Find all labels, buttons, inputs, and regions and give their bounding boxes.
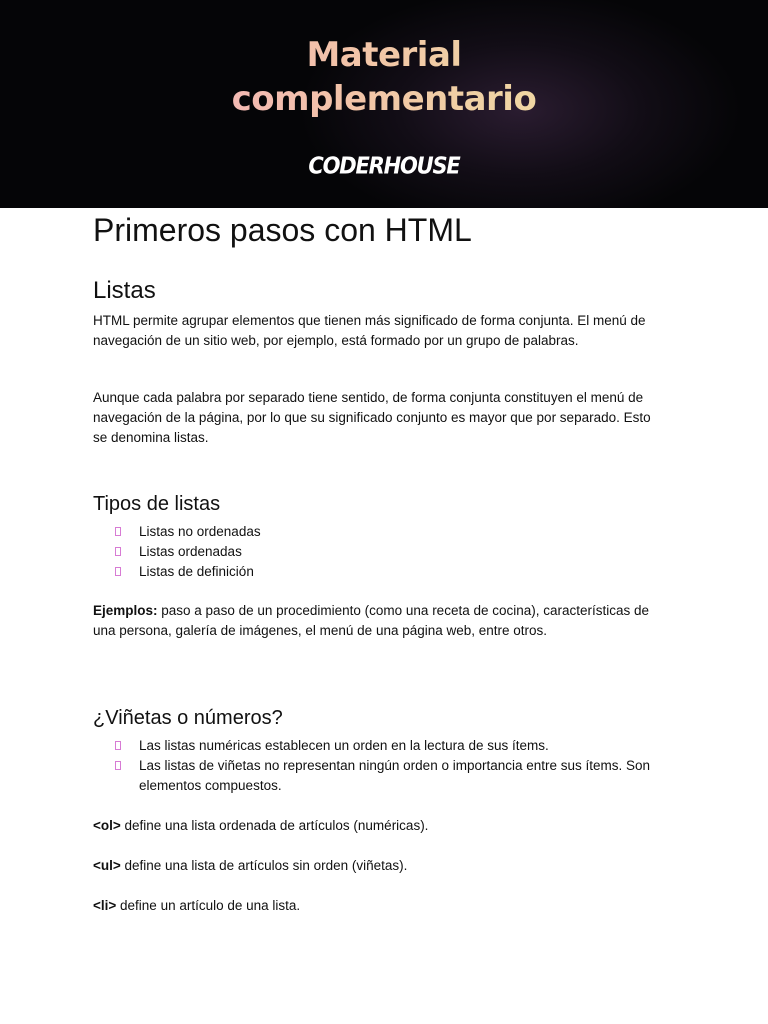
- paragraph-ul-definition: [93, 856, 668, 876]
- list-item-text: Listas ordenadas: [139, 544, 242, 559]
- header-banner: [0, 0, 768, 208]
- section-heading-tipos: Tipos de listas: [93, 493, 221, 515]
- list-item: [115, 542, 675, 562]
- ol-text: define una lista ordenada de artículos (numéricas).: [120, 818, 429, 833]
- header-title-line2: complementario: [231, 79, 537, 119]
- ejemplos-label: Ejemplos:: [93, 603, 158, 618]
- bullet-icon: [115, 567, 121, 576]
- list-item-text: Las listas de viñetas no representan ningún orden o importancia entre sus ítems. Son elementos compuestos.: [139, 758, 651, 793]
- paragraph-ol-definition: [93, 816, 668, 836]
- brand-logo: CODERHOUSE: [308, 152, 460, 180]
- paragraph-ejemplos: [93, 601, 668, 641]
- bullet-icon: [115, 527, 121, 536]
- header-title: [0, 33, 768, 121]
- section-heading-vinetas: ¿Viñetas o números?: [93, 707, 283, 729]
- paragraph-listas-1: HTML permite agrupar elementos que tienen más significado de forma conjunta. El menú de navegación de un sitio web, por ejemplo, está formado por un grupo de palabras.: [93, 313, 646, 348]
- list-vinetas: [115, 736, 675, 796]
- list-item-text: Listas de definición: [139, 564, 254, 579]
- ul-tag: <ul>: [93, 858, 121, 873]
- ol-tag: <ol>: [93, 818, 121, 833]
- paragraph-listas-2: Aunque cada palabra por separado tiene sentido, de forma conjunta constituyen el menú de navegación de la página, por lo que su significado conjunto es mayor que por separado. Esto se denomina listas.: [93, 390, 651, 445]
- section-heading-listas: Listas: [93, 277, 156, 304]
- paragraph-li-definition: [93, 896, 668, 916]
- page-title: Primeros pasos con HTML: [93, 212, 472, 248]
- list-item: [115, 522, 675, 542]
- bullet-icon: [115, 741, 121, 750]
- list-tipos: [115, 522, 675, 582]
- header-title-line1: Material: [306, 35, 462, 75]
- bullet-icon: [115, 547, 121, 556]
- list-item-text: Listas no ordenadas: [139, 524, 261, 539]
- list-item: [115, 562, 675, 582]
- ul-text: define una lista de artículos sin orden (viñetas).: [120, 858, 408, 873]
- list-item: [115, 736, 675, 756]
- ejemplos-text: paso a paso de un procedimiento (como una receta de cocina), características de una persona, galería de imágenes, el menú de una página web, entre otros.: [93, 603, 650, 638]
- list-item: [115, 756, 675, 796]
- li-text: define un artículo de una lista.: [116, 898, 301, 913]
- li-tag: <li>: [93, 898, 117, 913]
- bullet-icon: [115, 761, 121, 770]
- list-item-text: Las listas numéricas establecen un orden en la lectura de sus ítems.: [139, 738, 549, 753]
